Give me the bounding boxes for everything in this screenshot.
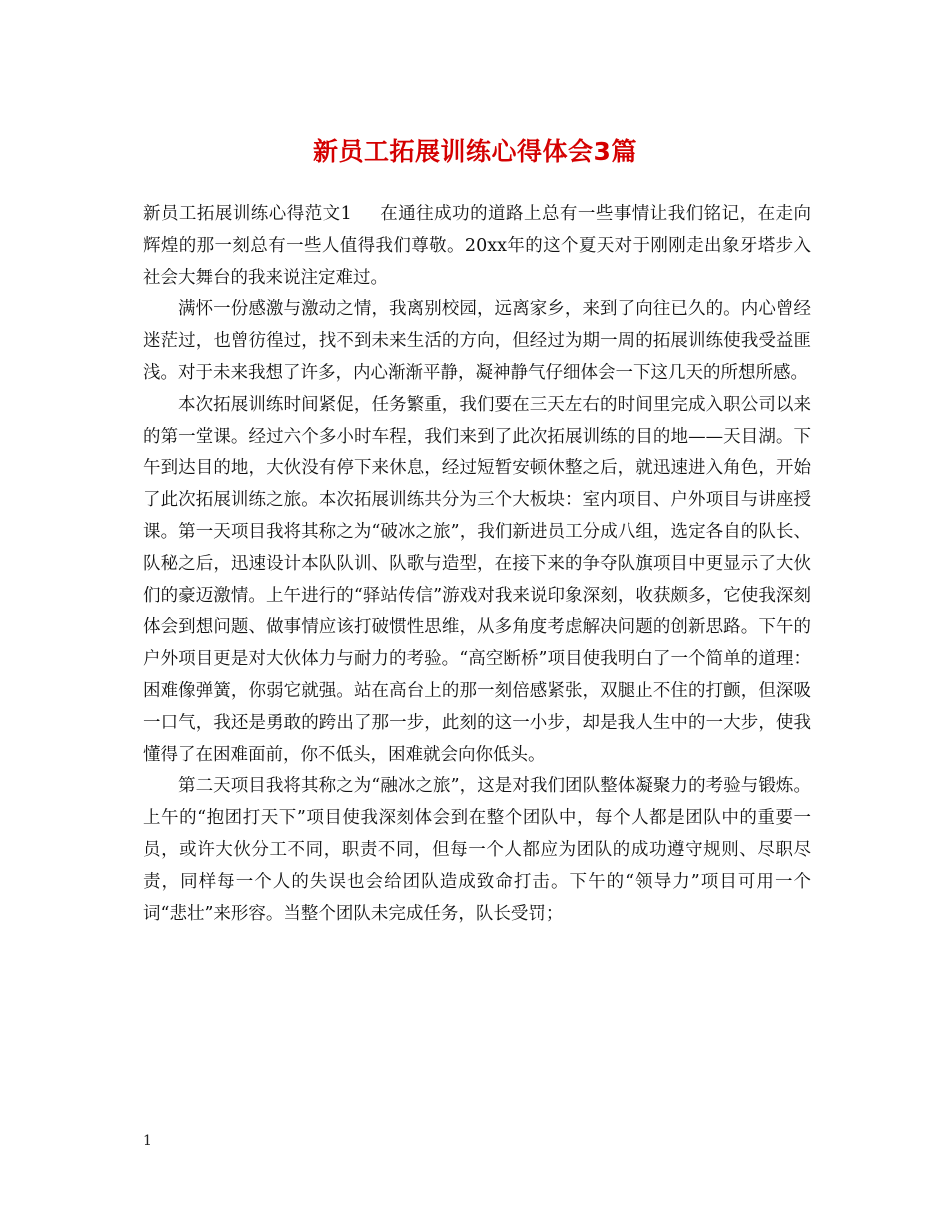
page-number: 1 — [143, 1133, 152, 1149]
document-title: 新员工拓展训练心得体会3篇 — [313, 137, 637, 166]
paragraph-3: 本次拓展训练时间紧促，任务繁重，我们要在三天左右的时间里完成入职公司以来的第一堂课。经过六个多小时车程，我们来到了此次拓展训练的目的地——天目湖。下午到达目的地，大伙没有停下来休息，经过短暂安顿休整之后，就迅速进入角色，开始了此次拓展训练之旅。本次拓展训练共分为三个大板块：室内项目、户外项目与讲座授课。第一天项目我将其称之为“破冰之旅”，我们新进员工分成八组，选定各自的队长、队秘之后，迅速设计本队队训、队歌与造型，在接下来的争夺队旗项目中更显示了大伙们的豪迈激情。上午进行的“驿站传信”游戏对我来说印象深刻，收获颇多，它使我深刻体会到想问题、做事情应该打破惯性思维，从多角度考虑解决问题的创新思路。下午的户外项目更是对大伙体力与耐力的考验。“高空断桥”项目使我明白了一个简单的道理：困难像弹簧，你弱它就强。站在高台上的那一刻倍感紧张，双腿止不住的打颤，但深吸一口气，我还是勇敢的跨出了那一步，此刻的这一小步，却是我人生中的一大步，使我懂得了在困难面前，你不低头，困难就会向你低头。 — [143, 394, 811, 765]
paragraph-1 — [143, 199, 811, 294]
paragraph-text: 在通往成功的道路上总有一些事情让我们铭记，在走向辉煌的那一刻总有一些人值得我们尊敬。20xx年的这个夏天对于刚刚走出象牙塔步入社会大舞台的我来说注定难过。 — [143, 204, 811, 288]
document-body — [143, 199, 811, 930]
paragraph-2: 满怀一份感激与激动之情，我离别校园，远离家乡，来到了向往已久的。内心曾经迷茫过，也曾彷徨过，找不到未来生活的方向，但经过为期一周的拓展训练使我受益匪浅。对于未来我想了许多，内心渐渐平静，凝神静气仔细体会一下这几天的所想所感。 — [143, 299, 811, 383]
section-label: 新员工拓展训练心得范文1 — [143, 204, 352, 224]
paragraph-4: 第二天项目我将其称之为“融冰之旅”，这是对我们团队整体凝聚力的考验与锻炼。上午的“抱团打天下”项目使我深刻体会到在整个团队中，每个人都是团队中的重要一员，或许大伙分工不同，职责不同，但每一个人都应为团队的成功遵守规则、尽职尽责，同样每一个人的失误也会给团队造成致命打击。下午的“领导力”项目可用一个词“悲壮”来形容。当整个团队未完成任务，队长受罚； — [143, 776, 811, 924]
